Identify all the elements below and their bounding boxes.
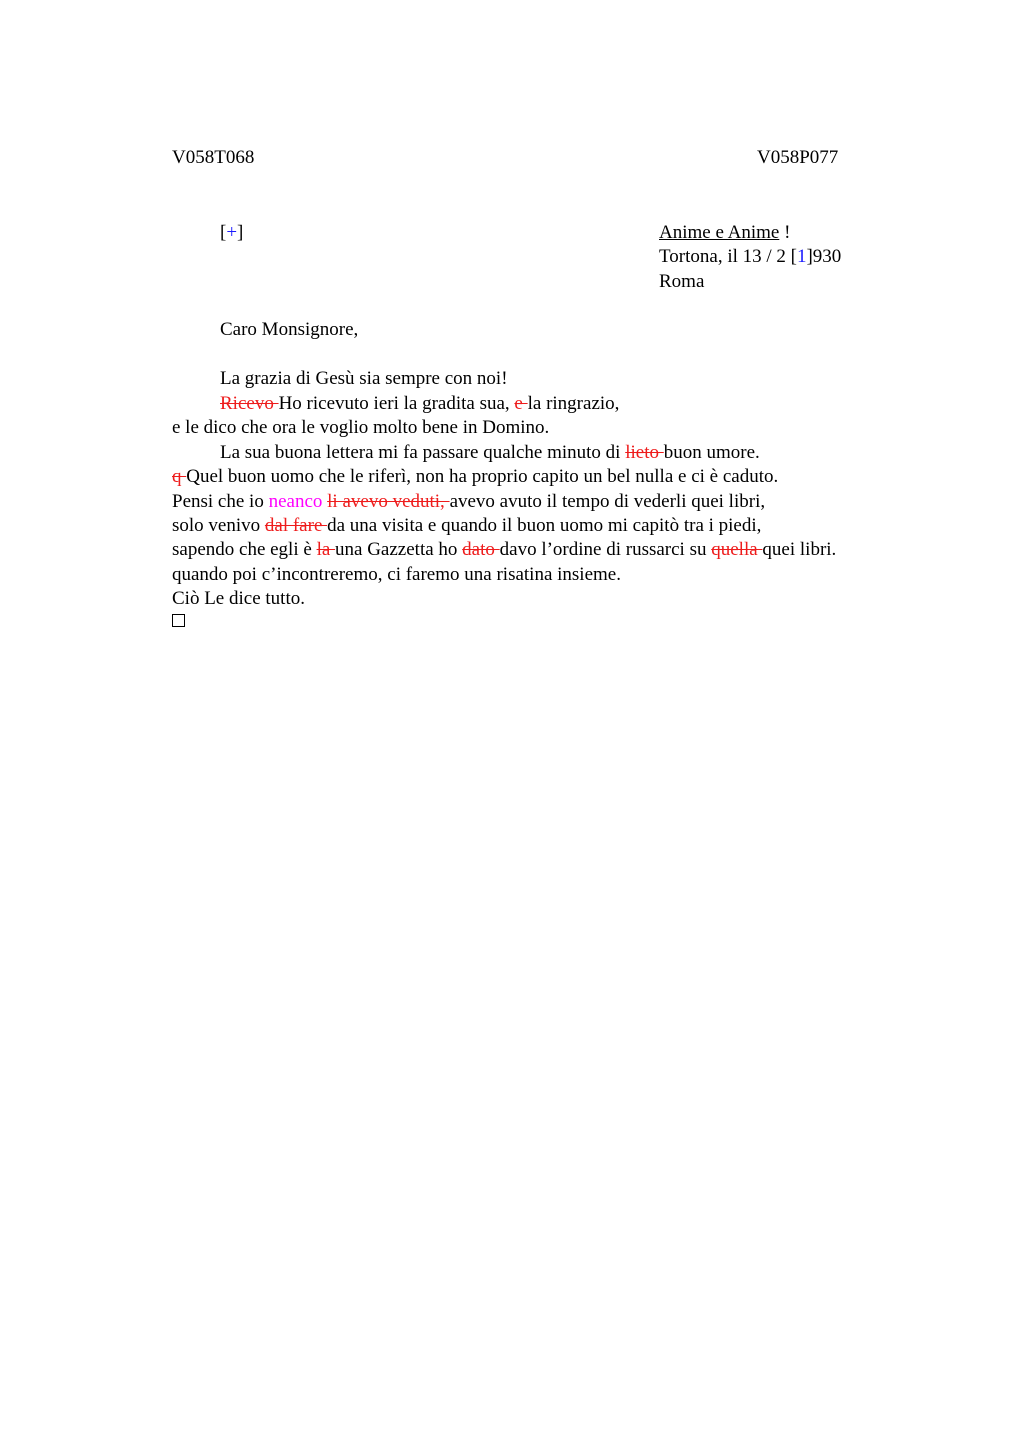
body-line-4 — [220, 441, 760, 465]
date-prefix: Tortona, il 13 / 2 [ — [659, 246, 797, 267]
body-line-8 — [172, 538, 836, 562]
deleted-word: e — [514, 393, 528, 414]
deleted-word: Ricevo — [220, 393, 279, 414]
body-line-5 — [172, 465, 778, 489]
body-line-6 — [172, 490, 765, 514]
date-line — [659, 245, 841, 269]
text-segment: sapendo che egli è — [172, 539, 317, 560]
body-line-9: quando poi c’incontreremo, ci faremo una risatina insieme. — [172, 564, 621, 585]
text-segment: Ho ricevuto ieri la gradita sua, — [278, 393, 515, 414]
place-line: Roma — [659, 271, 705, 292]
note-marker-plus[interactable]: + — [226, 222, 238, 243]
end-checkbox-icon — [172, 614, 185, 627]
text-segment: Quel buon uomo che le riferì, non ha proprio capito un bel nulla e ci è caduto. — [186, 466, 779, 487]
deleted-word: la — [316, 539, 336, 560]
text-segment: Pensi che io — [172, 491, 269, 512]
body-line-2 — [220, 392, 619, 416]
document-code-left: V058T068 — [172, 147, 255, 168]
body-line-3: e le dico che ora le voglio molto bene in Domino. — [172, 417, 550, 438]
motto-suffix: ! — [779, 222, 791, 243]
deleted-word: li avevo veduti, — [327, 491, 450, 512]
document-code-right: V058P077 — [757, 147, 839, 168]
text-segment: buon umore. — [663, 442, 760, 463]
body-line-7 — [172, 514, 761, 538]
motto-line — [659, 221, 790, 245]
deleted-word: lieto — [625, 442, 664, 463]
note-marker[interactable] — [220, 221, 243, 245]
deleted-word: quella — [711, 539, 763, 560]
date-note-link[interactable]: 1 — [796, 246, 807, 267]
text-segment: la ringrazio, — [527, 393, 620, 414]
date-suffix: ]930 — [806, 246, 842, 267]
text-segment: quei libri. — [762, 539, 837, 560]
inserted-word: neanco — [268, 491, 323, 512]
text-segment: avevo avuto il tempo di vederli quei libri, — [449, 491, 766, 512]
salutation: Caro Monsignore, — [220, 319, 359, 340]
deleted-word: dato — [462, 539, 500, 560]
text-segment: solo venivo — [172, 515, 265, 536]
deleted-word: dal fare — [264, 515, 328, 536]
text-segment: una Gazzetta ho — [335, 539, 463, 560]
text-segment: La sua buona lettera mi fa passare qualche minuto di — [220, 442, 626, 463]
text-segment: davo l’ordine di russarci su — [499, 539, 712, 560]
body-line-10: Ciò Le dice tutto. — [172, 588, 305, 609]
note-marker-close: ] — [237, 222, 244, 243]
motto: Anime e Anime — [659, 222, 780, 243]
note-marker-open: [ — [220, 222, 227, 243]
body-line-1: La grazia di Gesù sia sempre con noi! — [220, 368, 508, 389]
deleted-word: q — [172, 466, 187, 487]
text-segment: da una visita e quando il buon uomo mi capitò tra i piedi, — [327, 515, 762, 536]
